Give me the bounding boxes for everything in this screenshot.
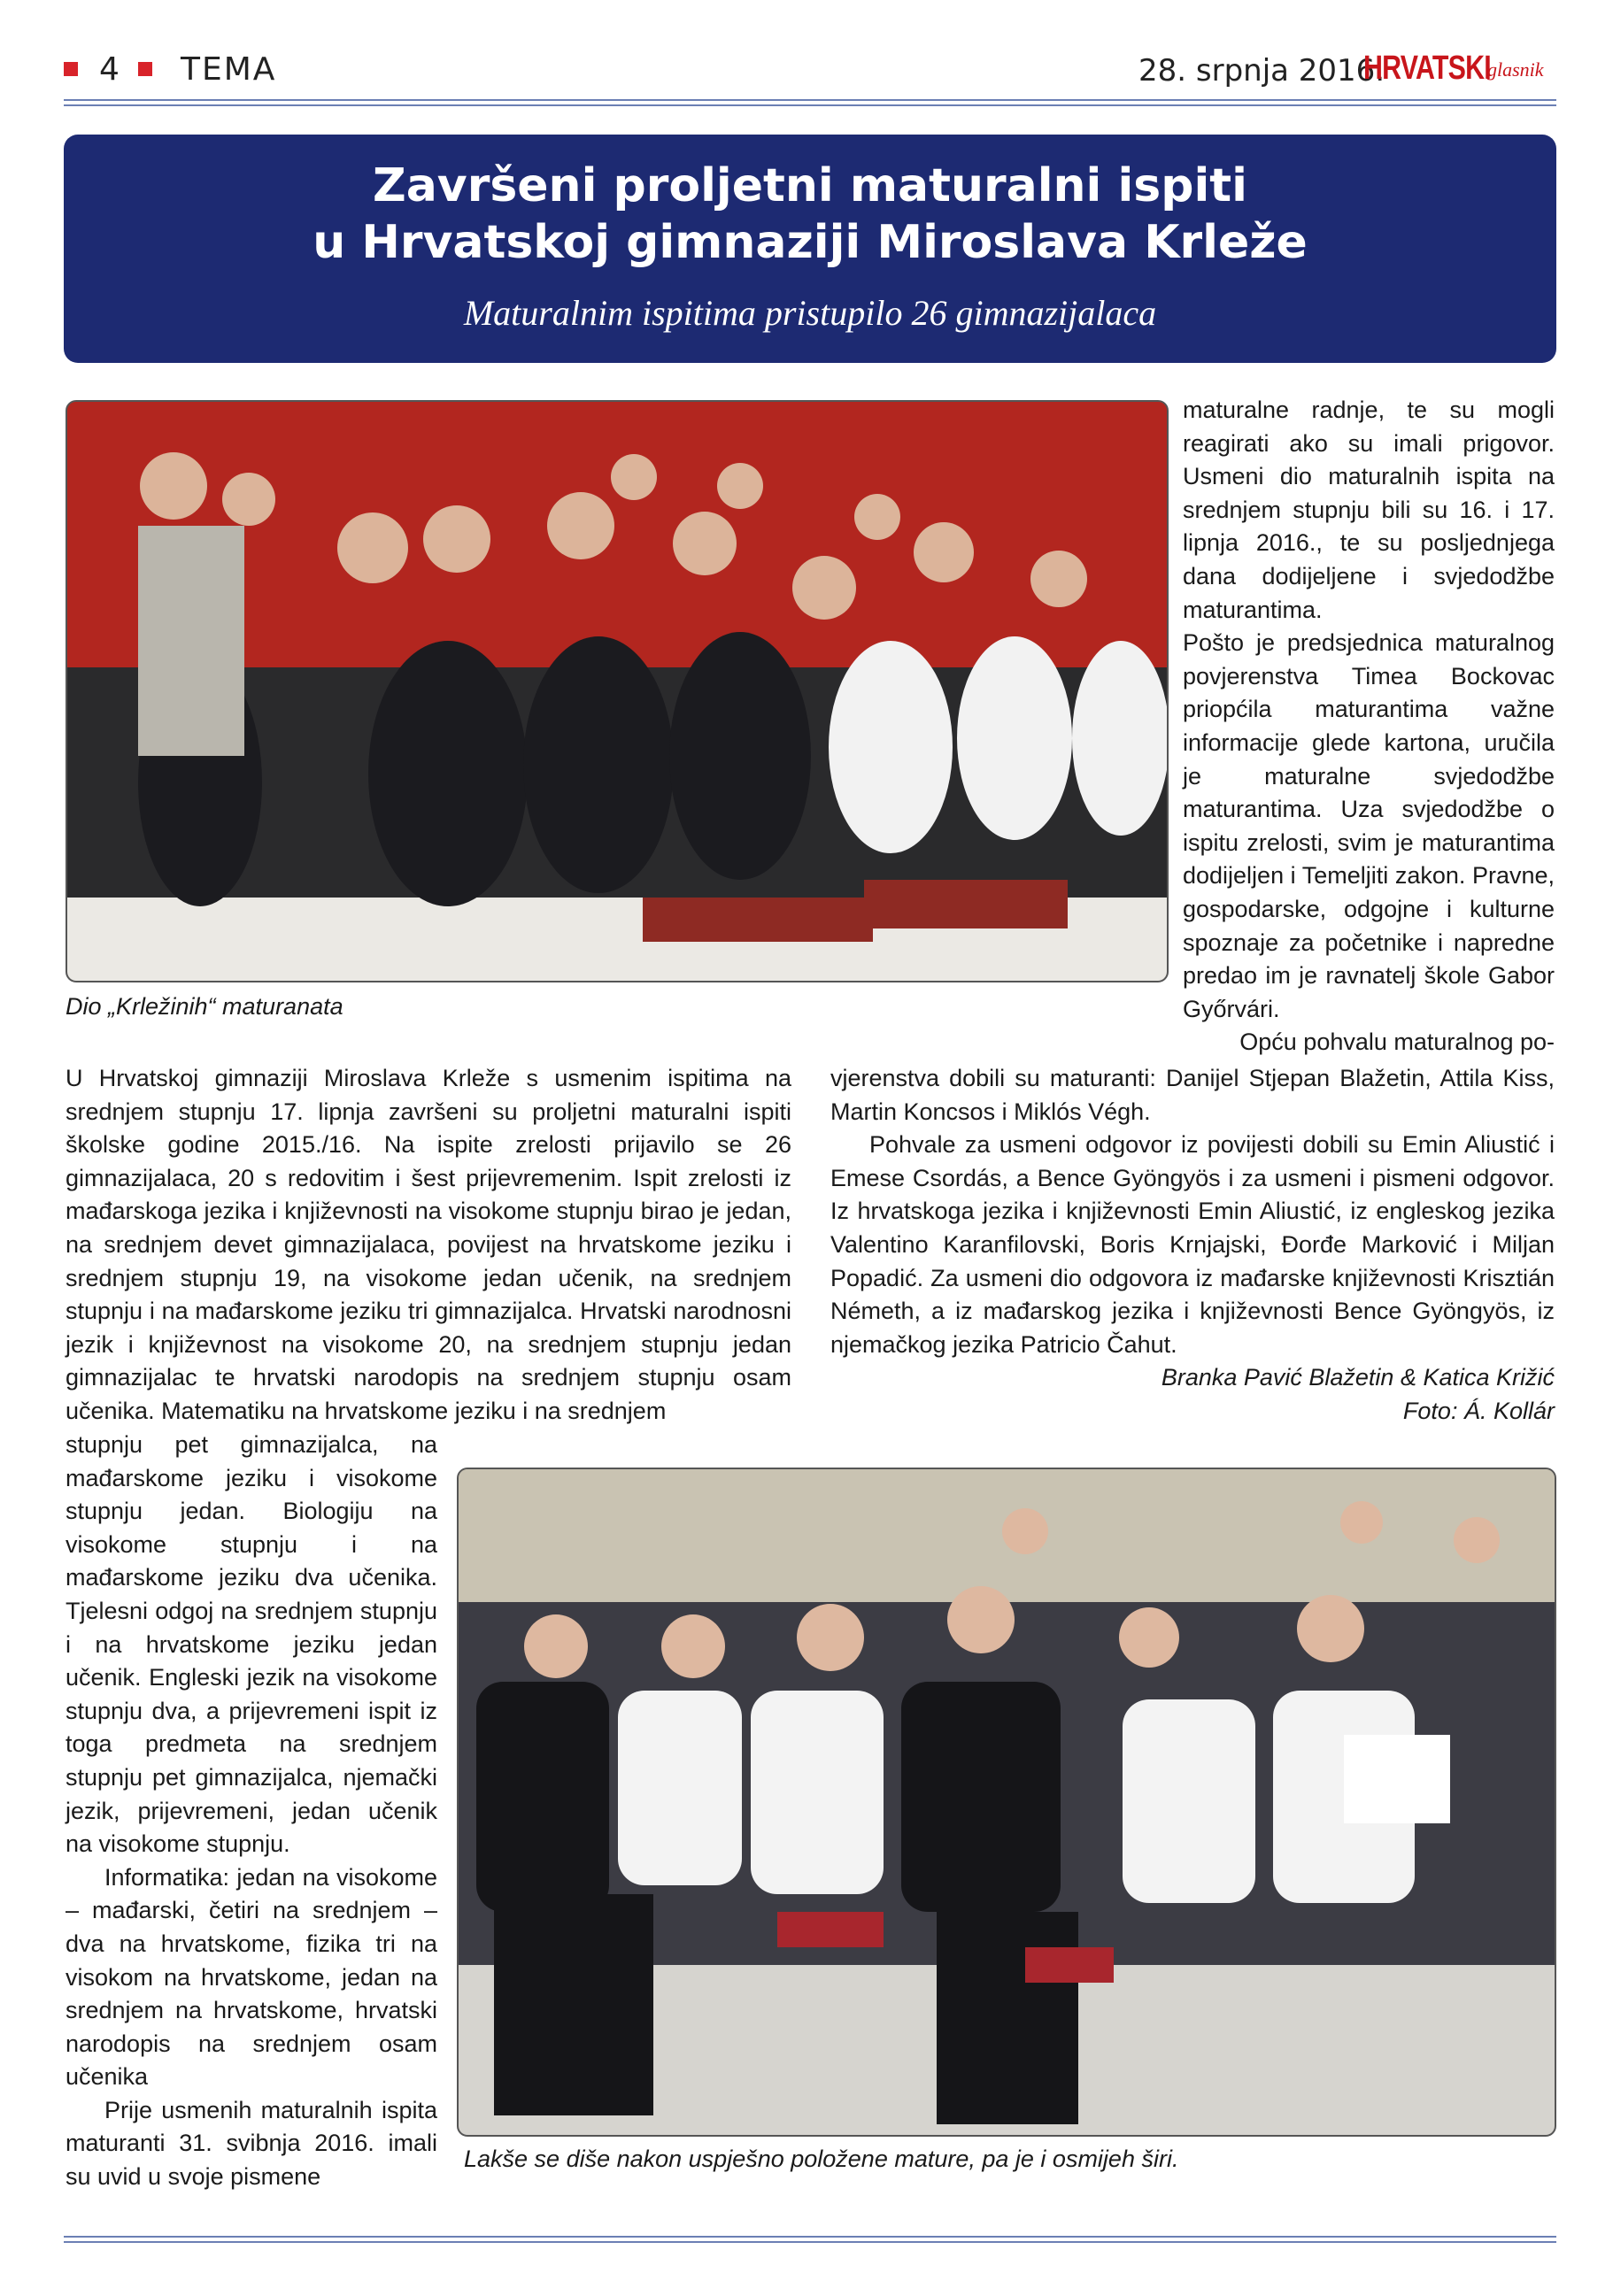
article-right-column [1183, 394, 1555, 1059]
article-left-intro [66, 1062, 791, 1429]
photo-graduates-illustration [459, 1469, 1555, 2135]
article-paragraph: Prije usmenih maturalnih ispita maturanti 31. svibnja 2016. imali su uvid u svoje pismene [66, 2096, 437, 2191]
article-mid-column [830, 1062, 1555, 1429]
photo-graduates-seated [66, 400, 1169, 982]
subheadline: Maturalnim ispitima pristupilo 26 gimnazijalaca [463, 293, 1157, 333]
photo-credit: Foto: Á. Kollár [1402, 1397, 1555, 1424]
article-paragraph-start: Opću pohvalu maturalnog po- [1239, 1029, 1555, 1056]
headline [64, 158, 1556, 271]
brand-logo: HRVATSKI [1363, 50, 1491, 87]
article-paragraph: maturalne radnje, te su mogli reagirati ako su imali prigovor. Usmeni dio maturalnih ispita na srednjem stupnju bili su 16. i 17. lipnja 2016., te su posljednjega dana dodijeljene i svjedodžbe maturantima. [1183, 397, 1555, 623]
page-number: 4 [99, 51, 121, 88]
headline-line-1: Završeni proljetni maturalni ispiti [373, 159, 1247, 212]
headline-line-2: u Hrvatskoj gimnaziji Miroslava Krleže [313, 216, 1308, 269]
article-paragraph: U Hrvatskoj gimnaziji Miroslava Krleže s usmenim ispitima na srednjem stupnju 17. lipnja završeni su proljetni maturalni ispiti školske godine 2015./16. Na ispite zrelosti prijavilo se 26 gimnazijalaca, 20 s redovitim i šest prijevremenim. Ispit zrelosti iz mađarskoga jezika i književnosti na visokome stupnju birao je jedan, na srednjem devet gimnazijalaca, povijest na hrvatskome jeziku i srednjem stupnju 19, na visokome jedan učenik, na srednjem stupnju i na mađarskome jeziku tri gimnazijalca. Hrvatski narodnosni jezik i književnost na visokome 20, na srednjem stupnju jedan gimnazijalac te hrvatski narodopis na srednjem stupnju osam učenika. Matematiku na hrvatskome jeziku i na srednjem [66, 1065, 791, 1424]
footer-rule [64, 2236, 1556, 2243]
photo1-caption: Dio „Krležinih“ maturanata [66, 993, 343, 1020]
photo-graduates-smiling [457, 1468, 1556, 2137]
header-red-square-right [138, 62, 152, 76]
article-left-column [66, 1429, 437, 2194]
photo2-caption: Lakše se diše nakon uspješno položene mature, pa je i osmijeh širi. [464, 2146, 1179, 2172]
issue-date: 28. srpnja 2016. [1138, 53, 1385, 89]
header-red-square-left [64, 62, 78, 76]
header-rule [64, 99, 1556, 106]
article-paragraph: Pohvale za usmeni odgovor iz povijesti dobili su Emin Aliustić i Emese Csordás, a Bence Gyöngyös i za usmeni i pismeni odgovor. Iz hrvatskoga jezika i književnosti Emin Aliustić, iz engleskog jezika Valentino Karanfilovski, Boris Krnjajski, Đorđe Marković i Miljan Popadić. Za usmeni dio odgovora iz mađarske književnosti Krisztián Németh, a iz mađarskog jezika i književnosti Bence Gyöngyös, iz njemačkog jezika Patricio Čahut. [830, 1131, 1555, 1358]
brand-logo-sub: glasnik [1487, 58, 1544, 81]
article-paragraph: vjerenstva dobili su maturanti: Danijel Stjepan Blažetin, Attila Kiss, Martin Koncsos i Miklós Végh. [830, 1065, 1555, 1125]
section-label: TEMA [181, 51, 277, 88]
article-paragraph: stupnju pet gimnazijalca, na mađarskome jeziku i visokome stupnju jedan. Biologiju na visokome stupnju i na mađarskome jeziku dva učenika. Tjelesni odgoj na srednjem stupnju i na hrvatskome jeziku jedan učenik. Engleski jezik na visokome stupnju dva, a prijevremeni ispit iz toga predmeta na srednjem stupnju pet gimnazijalca, njemački jezik, prijevremeni, jedan učenik na visokome stupnju. [66, 1431, 437, 1858]
article-paragraph: Informatika: jedan na visokome – mađarski, četiri na srednjem – dva na hrvatskome, fizika tri na visokom na hrvatskome, jedan na srednjem na hrvatskome, hrvatski narodopis na srednjem osam učenika [66, 1863, 437, 2091]
article-authors: Branka Pavić Blažetin & Katica Križić [1161, 1364, 1555, 1391]
photo-graduates-illustration [67, 402, 1167, 981]
article-paragraph: Pošto je predsjednica maturalnog povjerenstva Timea Bockovac priopćila maturantima važne informacije glede kartona, uručila je maturalne svjedodžbe maturantima. Uza svjedodžbe o ispitu zrelosti, svim je maturantima dodijeljen i Temeljiti zakon. Pravne, gospodarske, odgojne i kulturne spoznaje za početnike i napredne predao im je ravnatelj škole Gabor Győrvári. [1183, 629, 1555, 1022]
